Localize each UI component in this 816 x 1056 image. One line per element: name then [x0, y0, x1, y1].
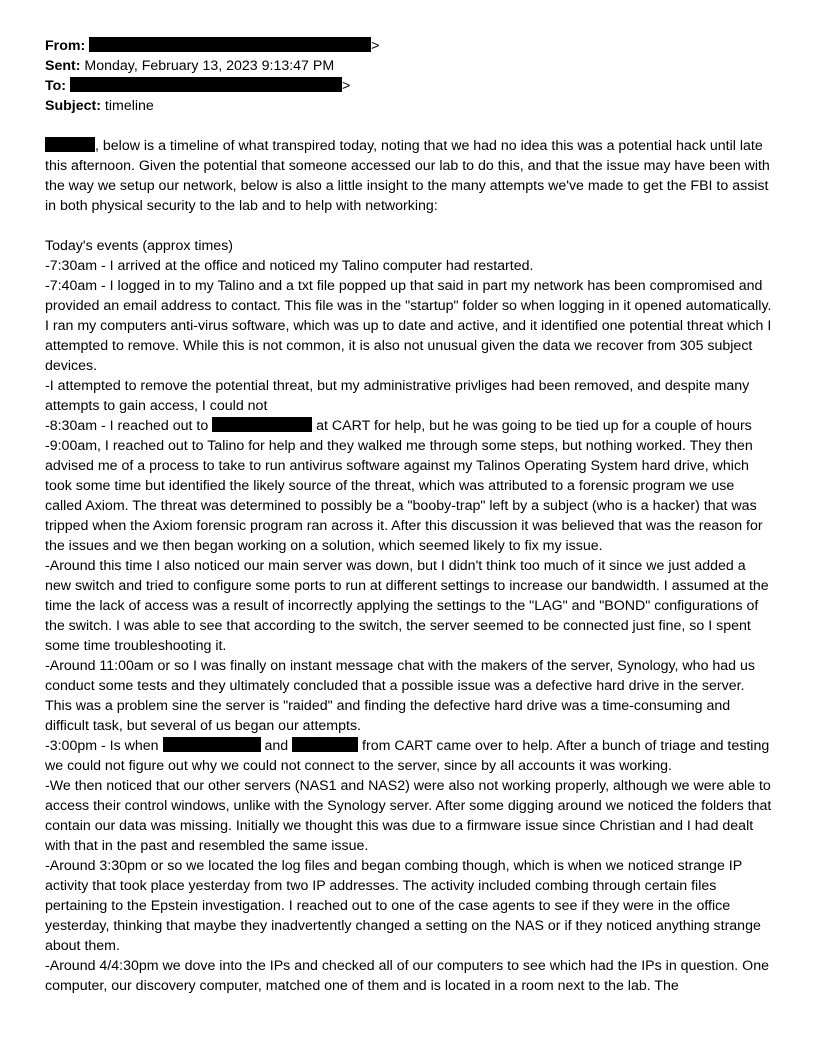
to-label: To: — [45, 78, 67, 94]
sent-label: Sent: — [45, 58, 81, 74]
redaction-block — [45, 137, 95, 152]
event-text: -3:00pm - Is when — [45, 738, 159, 754]
subject-label: Subject: — [45, 98, 101, 114]
redaction-block — [212, 417, 312, 432]
sent-line — [45, 56, 774, 76]
to-line — [45, 76, 774, 96]
event-item — [45, 416, 774, 436]
from-tail: > — [371, 38, 380, 54]
redaction-block — [70, 77, 342, 92]
event-item: -Around 3:30pm or so we located the log files and began combing though, which is when we noticed strange IP activity that took place yesterday from two IP addresses. The activity included combing through certain files pertaining to the Epstein investigation. I reached out to one of the case agents to see if they were in the office yesterday, thinking that maybe they inadvertently changed a setting on the NAS or if they noticed anything strange about them. — [45, 858, 761, 954]
event-text: -8:30am - I reached out to — [45, 418, 209, 434]
sent-value: Monday, February 13, 2023 9:13:47 PM — [84, 58, 335, 74]
redaction-block — [292, 737, 358, 752]
intro-paragraph — [45, 136, 774, 216]
from-line — [45, 36, 774, 56]
event-item: -We then noticed that our other servers (NAS1 and NAS2) were also not working properly, although we were able to access their control windows, unlike with the Synology server. After some digging around we noticed the folders that contain our data was missing. Initially we thought this was due to a firmware issue since Christian and I had dealt with that in the past and resembled the same issue. — [45, 778, 772, 854]
event-item: -7:40am - I logged in to my Talino and a txt file popped up that said in part my network has been compromised and provided an email address to contact. This file was in the "startup" folder so when logging in it opened automatically. I ran my computers anti-virus software, which was up to date and active, and it identified one potential threat which I attempted to remove. While this is not common, it is also not unusual given the data we recover from 305 subject devices. — [45, 278, 772, 374]
event-text: from CART came over to help. After a bunch of triage and testing we could not figure out why we could not connect to the server, since by all accounts it was working. — [45, 738, 770, 774]
event-item: -Around 4/4:30pm we dove into the IPs and checked all of our computers to see which had the IPs in question. One computer, our discovery computer, matched one of them and is located in a room next to the lab. The — [45, 958, 769, 994]
event-item: -Around 11:00am or so I was finally on instant message chat with the makers of the server, Synology, who had us conduct some tests and they ultimately concluded that a possible issue was a defective hard drive in the server. This was a problem sine the server is "raided" and finding the defective hard drive was a time-consuming and difficult task, but several of us began our attempts. — [45, 658, 756, 734]
to-tail: > — [341, 78, 351, 94]
redaction-block — [163, 737, 261, 752]
redaction-block — [89, 37, 371, 52]
intro-text: , below is a timeline of what transpired today, noting that we had no idea this was a potential hack until late this afternoon. Given the potential that someone accessed our lab to do this, and that the issue may have been with the way we setup our network, below is also a little insight to the many attempts we've made to get the FBI to assist in both physical security to the lab and to help with networking: — [45, 138, 770, 214]
from-label: From: — [45, 38, 86, 54]
email-body — [45, 136, 774, 996]
event-text: and — [264, 738, 289, 754]
subject-line — [45, 96, 774, 116]
event-item: -Around this time I also noticed our main server was down, but I didn't think too much of it since we just added a new switch and tried to configure some ports to run at different settings to increase our bandwidth. I assumed at the time the lack of access was a result of incorrectly applying the settings to the "LAG" and "BOND" configurations of the switch. I was able to see that according to the switch, the server seemed to be connected just fine, so I spent some time troubleshooting it. — [45, 558, 769, 654]
event-item — [45, 736, 774, 776]
event-item: -9:00am, I reached out to Talino for help and they walked me through some steps, but nothing worked. They then advised me of a process to take to run antivirus software against my Talinos Operating System hard drive, which took some time but identified the likely source of the threat, which was attributed to a forensic program we use called Axiom. The threat was determined to possibly be a "booby-trap" left by a subject (who is a hacker) that was tripped when the Axiom forensic program ran across it. After this discussion it was believed that was the reason for the issues and we then began working on a solution, which seemed likely to fix my issue. — [45, 438, 763, 554]
event-text: at CART for help, but he was going to be tied up for a couple of hours — [316, 418, 752, 434]
subject-value: timeline — [104, 98, 154, 114]
event-item: -I attempted to remove the potential threat, but my administrative privliges had been removed, and despite many attempts to gain access, I could not — [45, 378, 750, 414]
events-heading: Today's events (approx times) — [45, 238, 234, 254]
event-item: -7:30am - I arrived at the office and noticed my Talino computer had restarted. — [45, 258, 534, 274]
